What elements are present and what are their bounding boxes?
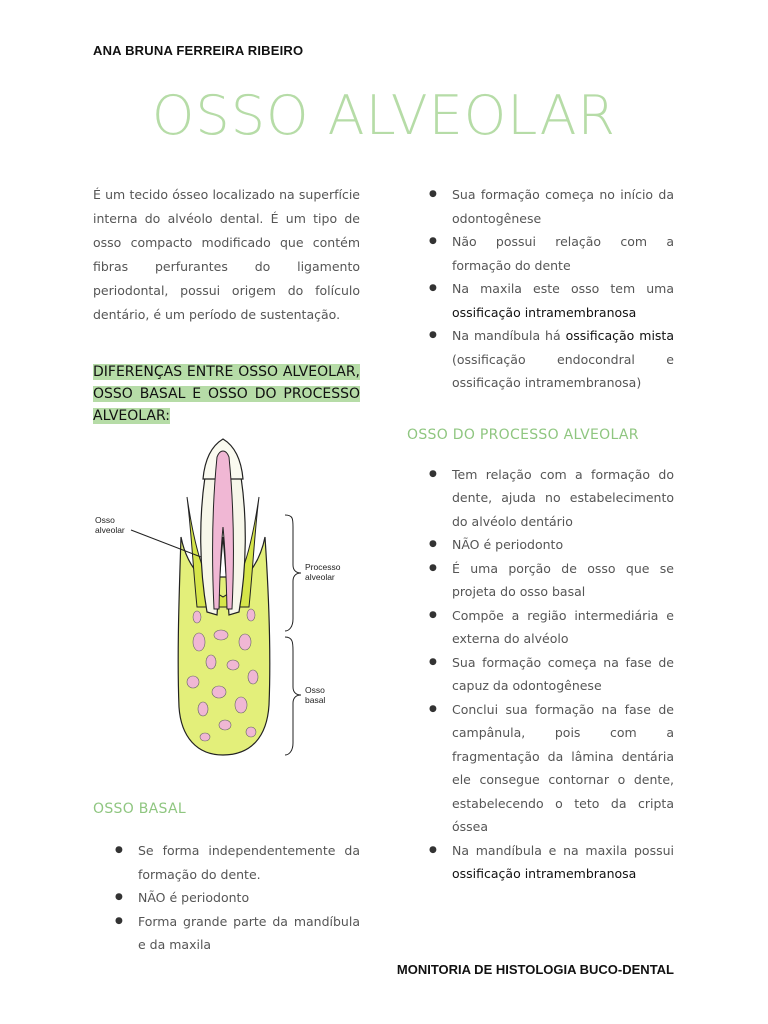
footer-text: MONITORIA DE HISTOLOGIA BUCO-DENTAL bbox=[396, 962, 674, 977]
alveolar-list bbox=[407, 183, 674, 395]
list-item bbox=[407, 324, 674, 395]
author-name: ANA BRUNA FERREIRA RIBEIRO bbox=[93, 43, 304, 58]
label-basal-2: basal bbox=[305, 695, 326, 705]
list-item: ● Conclui sua formação na fase de campânula, pois com a fragmentação da lâmina dentária ele consegue contornar o dente, estabelecendo o teto da cripta óssea bbox=[407, 698, 674, 839]
list-item: ● É uma porção de osso que se projeta do osso basal bbox=[407, 557, 674, 604]
list-item: ● Compõe a região intermediária e externa do alvéolo bbox=[407, 604, 674, 651]
list-item-text: Na maxila este osso tem uma bbox=[452, 281, 674, 296]
osso-basal-heading: OSSO BASAL bbox=[93, 801, 186, 817]
differences-heading bbox=[93, 361, 360, 427]
processo-list bbox=[407, 463, 674, 886]
highlight-text: ossificação intramembranosa bbox=[452, 866, 637, 881]
basal-brace bbox=[285, 637, 301, 755]
list-item: ● NÃO é periodonto bbox=[407, 533, 674, 557]
label-osso-alveolar-2: alveolar bbox=[95, 525, 125, 535]
list-item: ● Sua formação começa na fase de capuz da odontogênese bbox=[407, 651, 674, 698]
list-item bbox=[407, 277, 674, 324]
label-processo-1: Processo bbox=[305, 562, 341, 572]
list-item-text: Na mandíbula e na maxila possui bbox=[452, 842, 674, 858]
right-column bbox=[407, 183, 674, 886]
tooth-diagram bbox=[93, 437, 360, 767]
list-item: ● Forma grande parte da mandíbula e da maxila bbox=[93, 910, 360, 957]
label-processo-2: alveolar bbox=[305, 572, 335, 582]
label-basal-1: Osso bbox=[305, 685, 325, 695]
list-item: ● Tem relação com a formação do dente, ajuda no estabelecimento do alvéolo dentário bbox=[407, 463, 674, 534]
list-item bbox=[407, 839, 674, 886]
list-item-text: Na mandíbula há bbox=[452, 328, 566, 343]
list-item-text: (ossificação endocondral e ossificação intramembranosa) bbox=[452, 351, 674, 390]
list-item: ● Se forma independentemente da formação do dente. bbox=[93, 839, 360, 886]
processo-heading: OSSO DO PROCESSO ALVEOLAR bbox=[407, 426, 639, 443]
differences-heading-text: DIFERENÇAS ENTRE OSSO ALVEOLAR, OSSO BASAL E OSSO DO PROCESSO ALVEOLAR: bbox=[93, 364, 360, 424]
processo-brace bbox=[285, 515, 301, 631]
highlight-text: ossificação intramembranosa bbox=[452, 304, 637, 320]
page-title: OSSO ALVEOLAR bbox=[151, 84, 617, 147]
left-column bbox=[93, 183, 360, 957]
list-item: ● Não possui relação com a formação do dente bbox=[407, 230, 674, 277]
intro-paragraph: É um tecido ósseo localizado na superfície interna do alvéolo dental. É um tipo de osso compacto modificado que contém fibras perfurantes do ligamento periodontal, possui origem do folículo dentário, é um período de sustentação. bbox=[93, 187, 360, 322]
tooth-diagram-svg bbox=[93, 437, 360, 767]
label-osso-alveolar-1: Osso bbox=[95, 515, 115, 525]
list-item: ● Sua formação começa no início da odontogênese bbox=[407, 183, 674, 230]
list-item: ● NÃO é periodonto bbox=[93, 886, 360, 910]
highlight-text: ossificação mista bbox=[565, 328, 674, 343]
osso-basal-list bbox=[93, 839, 360, 957]
